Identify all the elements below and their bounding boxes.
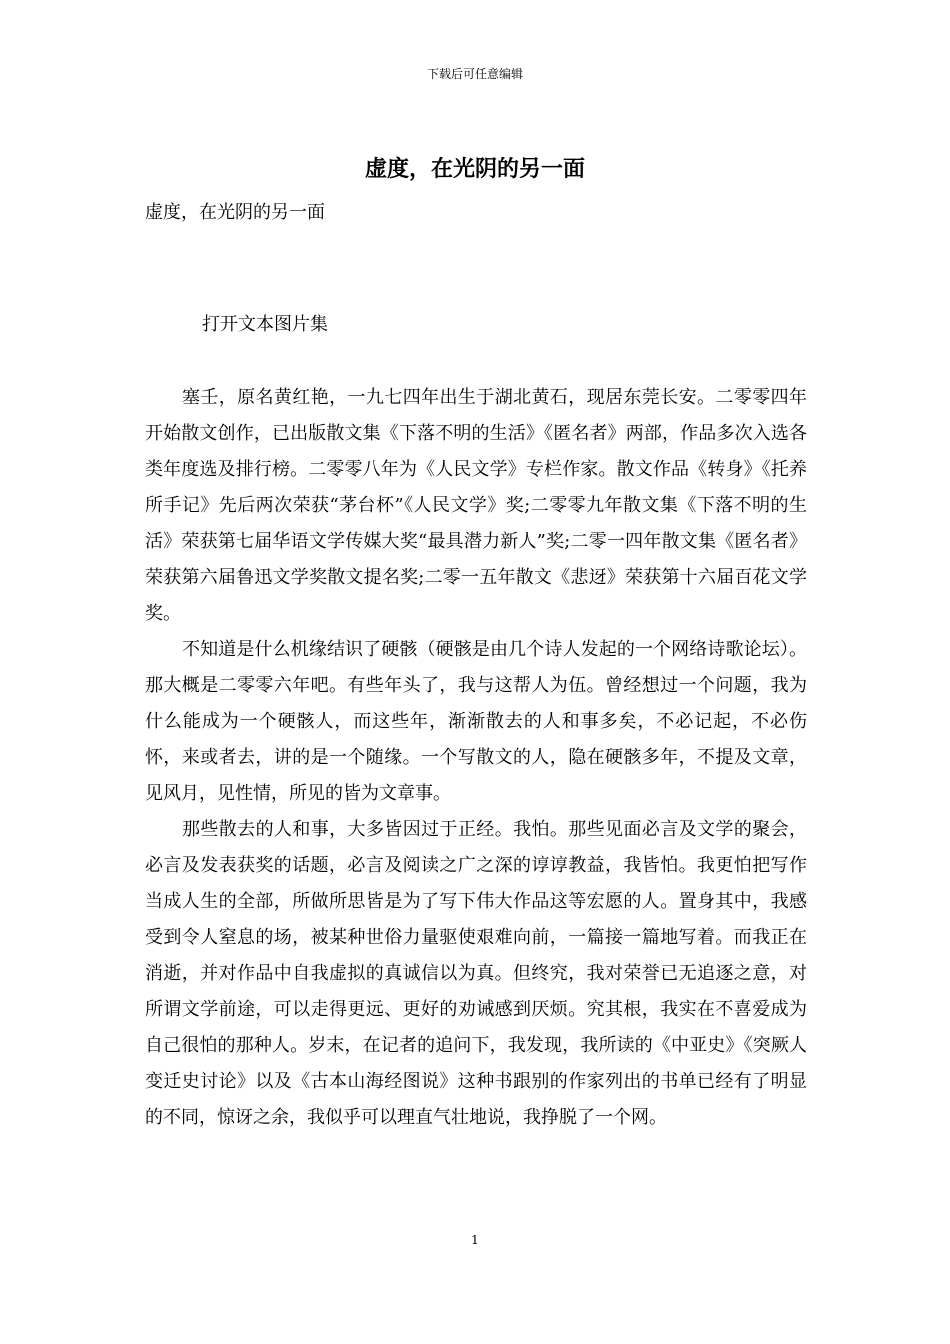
paragraph-author-bio: 塞壬，原名黄红艳，一九七四年出生于湖北黄石，现居东莞长安。二零零四年开始散文创作，已出版散文集《下落不明的生活》《匿名者》两部，作品多次入选各类年度选及排行榜。二零零八年为《人民文学》专栏作家。散文作品《转身》《托养所手记》先后两次荣获“茅台杯”《人民文学》奖;二零零九年散文集《下落不明的生活》荣获第七届华语文学传媒大奖“最具潜力新人”奖;二零一四年散文集《匿名者》荣获第六届鲁迅文学奖散文提名奖;二零一五年散文《悲迓》荣获第十六届百花文学奖。 [145,387,807,624]
article-body [145,380,807,1136]
paragraph-reflection: 那些散去的人和事，大多皆因过于正经。我怕。那些见面必言及文学的聚会，必言及发表获奖的话题，必言及阅读之广之深的谆谆教益，我皆怕。我更怕把写作当成人生的全部，所做所思皆是为了写下伟大作品这等宏愿的人。置身其中，我感受到令人窒息的场，被某种世俗力量驱使艰难向前，一篇接一篇地写着。而我正在消逝，并对作品中自我虚拟的真诚信以为真。但终究，我对荣誉已无追逐之意，对所谓文学前途，可以走得更远、更好的劝诫感到厌烦。究其根，我实在不喜爱成为自己很怕的那种人。岁末，在记者的追问下，我发现，我所读的《中亚史》《突厥人变迁史讨论》以及《古本山海经图说》这种书跟别的作家列出的书单已经有了明显的不同，惊讶之余，我似乎可以理直气壮地说，我挣脱了一个网。 [145,819,807,1128]
header-note: 下载后可任意编辑 [426,67,523,81]
image-gallery-link[interactable]: 打开文本图片集 [202,314,328,335]
paragraph-forum: 不知道是什么机缘结识了硬骸（硬骸是由几个诗人发起的一个网络诗歌论坛）。那大概是二零零六年吧。有些年头了，我与这帮人为伍。曾经想过一个问题，我为什么能成为一个硬骸人，而这些年，渐渐散去的人和事多矣，不必记起，不必伤怀，来或者去，讲的是一个随缘。一个写散文的人，隐在硬骸多年，不提及文章，见风月，见性情，所见的皆为文章事。 [145,639,807,804]
document-subtitle: 虚度，在光阴的另一面 [145,202,325,223]
document-title: 虚度，在光阴的另一面 [364,156,585,182]
page-number: 1 [471,1233,479,1247]
